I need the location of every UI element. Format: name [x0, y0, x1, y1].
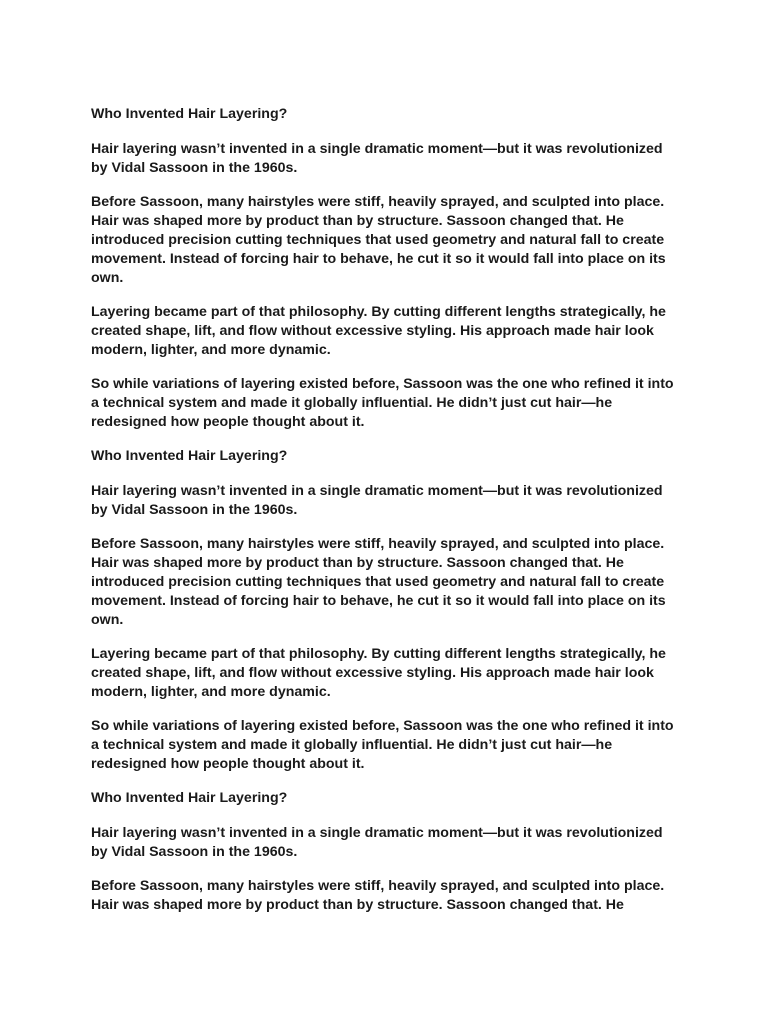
paragraph-layering-philosophy: Layering became part of that philosophy. By cutting different lengths strategically, he created shape, lift, and flow without excessive styling. His approach made hair look modern, lighter, and more dynamic.: [91, 646, 666, 700]
section-heading: Who Invented Hair Layering?: [91, 448, 288, 464]
paragraph-before-sassoon: Before Sassoon, many hairstyles were stiff, heavily sprayed, and sculpted into place. Hair was shaped more by product than by structure. Sassoon changed that. He introduced precision cutting techniques that used geometry and natural fall to create movement. Instead of forcing hair to behave, he cut it so it would fall into place on its own.: [91, 536, 666, 628]
section-heading: Who Invented Hair Layering?: [91, 790, 288, 806]
paragraph-before-sassoon: Before Sassoon, many hairstyles were stiff, heavily sprayed, and sculpted into place. Hair was shaped more by product than by structure. Sassoon changed that. He introduced precision cutting techniques that used geometry and natural fall to create movement. Instead of forcing hair to behave, he cut it so it would fall into place on its own.: [91, 194, 666, 286]
paragraph-intro: Hair layering wasn’t invented in a single dramatic moment—but it was revolutionized by Vidal Sassoon in the 1960s.: [91, 141, 663, 176]
paragraph-intro: Hair layering wasn’t invented in a single dramatic moment—but it was revolutionized by Vidal Sassoon in the 1960s.: [91, 483, 663, 518]
paragraph-before-sassoon: Before Sassoon, many hairstyles were stiff, heavily sprayed, and sculpted into place. Hair was shaped more by product than by structure. Sassoon changed that. He: [91, 878, 665, 913]
section-heading: Who Invented Hair Layering?: [91, 106, 288, 122]
paragraph-conclusion: So while variations of layering existed before, Sassoon was the one who refined it into a technical system and made it globally influential. He didn’t just cut hair—he redesigned how people thought about it.: [91, 718, 674, 772]
paragraph-intro: Hair layering wasn’t invented in a single dramatic moment—but it was revolutionized by Vidal Sassoon in the 1960s.: [91, 825, 663, 860]
paragraph-layering-philosophy: Layering became part of that philosophy. By cutting different lengths strategically, he created shape, lift, and flow without excessive styling. His approach made hair look modern, lighter, and more dynamic.: [91, 304, 666, 358]
paragraph-conclusion: So while variations of layering existed before, Sassoon was the one who refined it into a technical system and made it globally influential. He didn’t just cut hair—he redesigned how people thought about it.: [91, 376, 674, 430]
